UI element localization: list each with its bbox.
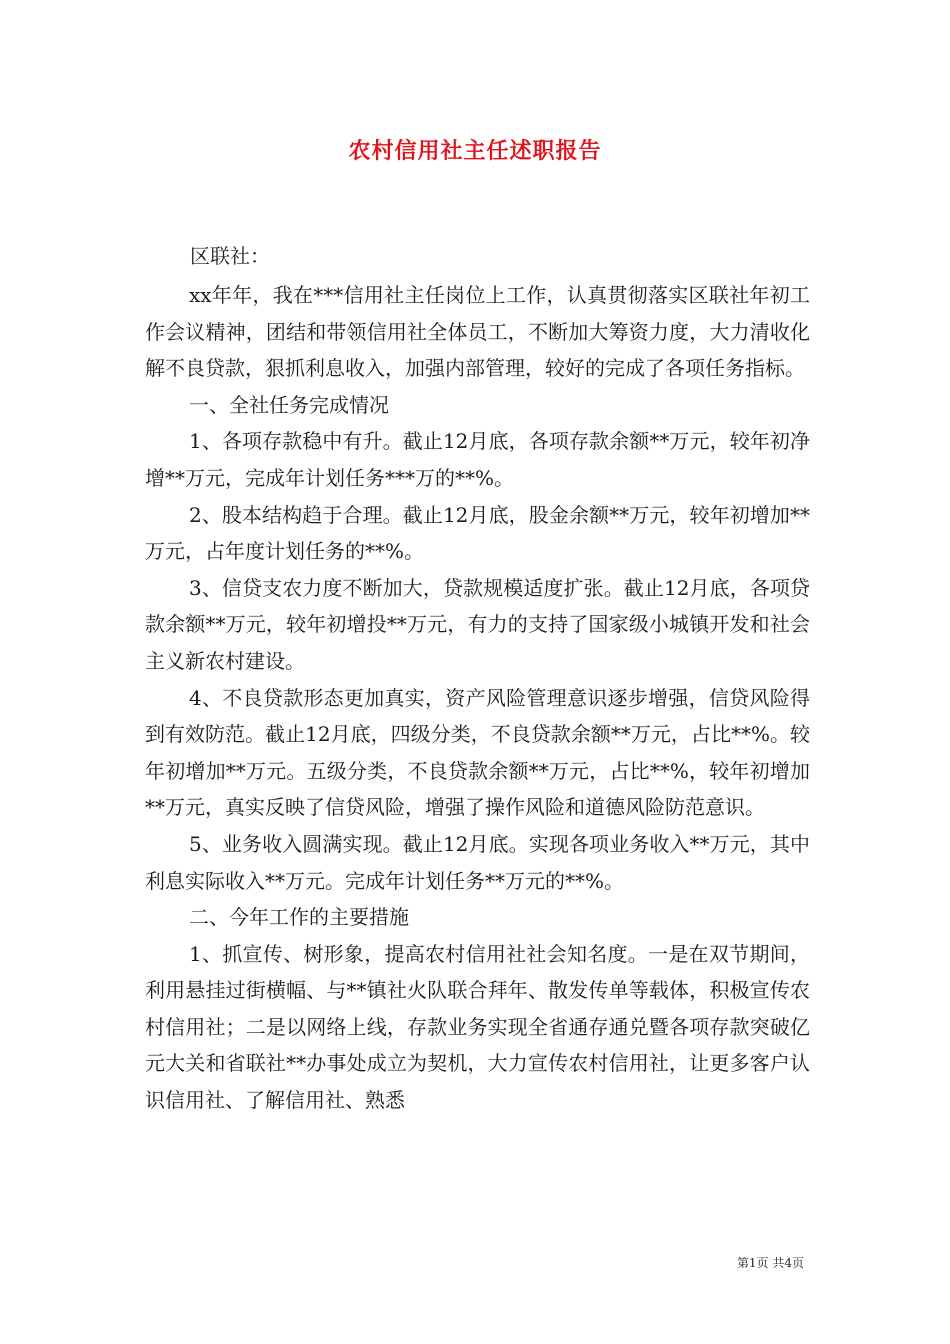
salutation: 区联社： [190,244,270,268]
document-body [145,238,810,1119]
section-heading-2: 二、今年工作的主要措施 [189,905,409,930]
page-number [737,1254,804,1271]
item-loans: 3、信贷支农力度不断加大，贷款规模适度扩张。截止12月底，各项贷款余额**万元，较年初增投**万元，有力的支持了国家级小城镇开发和社会主义新农村建设。 [145,575,810,673]
page-total: 4 [784,1256,792,1270]
item-income: 5、业务收入圆满实现。截止12月底。实现各项业务收入**万元，其中利息实际收入**万元。完成年计划任务**万元的**%。 [145,831,810,893]
item-deposits: 1、各项存款稳中有升。截止12月底，各项存款余额**万元，较年初净增**万元，完成年计划任务***万的**%。 [145,429,810,490]
item-share-capital: 2、股本结构趋于合理。截止12月底，股金余额**万元，较年初增加**万元，占年度计划任务的**%。 [145,502,810,564]
item-bad-loans: 4、不良贷款形态更加真实，资产风险管理意识逐步增强，信贷风险得到有效防范。截止12月底，四级分类，不良贷款余额**万元，占比**%。较年初增加**万元。五级分类，不良贷款余额**万元，占比**%，较年初增加**万元，真实反映了信贷风险，增强了操作风险和道德风险防范意识。 [145,685,810,820]
page-current: 1 [748,1256,757,1270]
measure-publicity: 1、抓宣传、树形象，提高农村信用社社会知名度。一是在双节期间，利用悬挂过街横幅、与**镇社火队联合拜年、散发传单等载体，积极宣传农村信用社；二是以网络上线，存款业务实现全省通存通兑暨各项存款突破亿元大关和省联社**办事处成立为契机，大力宣传农村信用社，让更多客户认识信用社、了解信用社、熟悉 [145,941,810,1113]
page-label-suffix: 页 [791,1256,804,1270]
intro-paragraph: xx年年，我在***信用社主任岗位上工作，认真贯彻落实区联社年初工作会议精神，团结和带领信用社全体员工，不断加大筹资力度，大力清收化解不良贷款，狠抓利息收入，加强内部管理，较好的完成了各项任务指标。 [145,283,810,381]
page-label-middle: 页 共 [756,1256,785,1270]
page-label-prefix: 第 [736,1256,749,1270]
document-title: 农村信用社主任述职报告 [348,139,602,164]
section-heading-1: 一、全社任务完成情况 [189,392,389,417]
